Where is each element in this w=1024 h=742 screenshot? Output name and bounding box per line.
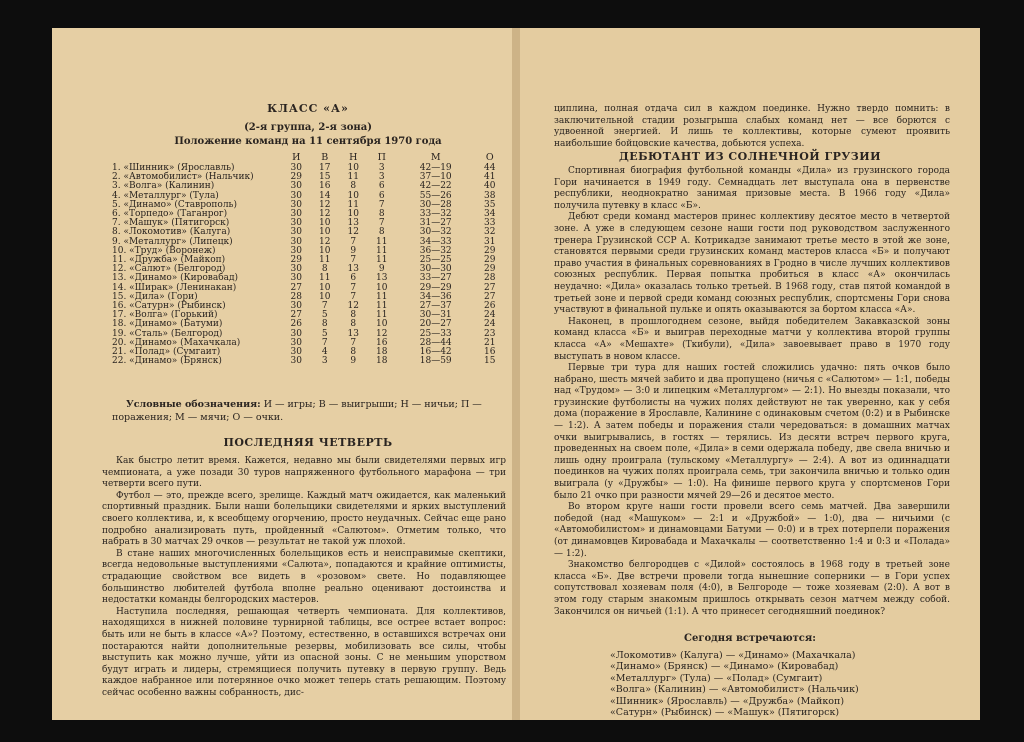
stat-o: 28 bbox=[483, 273, 496, 284]
article-left-body bbox=[102, 456, 506, 699]
stat-n: 11 bbox=[347, 199, 359, 210]
stat-v: 8 bbox=[321, 264, 328, 275]
stat-o: 31 bbox=[483, 236, 496, 247]
team-name: 16. «Сатурн» (Рыбинск) bbox=[112, 301, 226, 312]
stat-i: 29 bbox=[290, 172, 302, 183]
stat-n: 9 bbox=[350, 356, 357, 367]
stat-n: 8 bbox=[350, 181, 357, 192]
stat-i: 30 bbox=[290, 181, 302, 192]
stat-m: 37—10 bbox=[419, 172, 452, 183]
standings-table bbox=[112, 152, 504, 366]
team-name: 8. «Локомотив» (Калуга) bbox=[112, 227, 231, 238]
stat-v: 12 bbox=[319, 199, 331, 210]
schedule-item: «Динамо» (Брянск) — «Динамо» (Кировабад) bbox=[610, 661, 839, 673]
stat-i: 30 bbox=[290, 227, 302, 238]
team-name: 22. «Динамо» (Брянск) bbox=[112, 356, 222, 367]
stat-i: 29 bbox=[290, 255, 302, 266]
team-name: 5. «Динамо» (Ставрополь) bbox=[112, 199, 237, 210]
team-name: 7. «Машук» (Пятигорск) bbox=[112, 218, 230, 229]
stat-n: 9 bbox=[350, 245, 357, 256]
article-right-body bbox=[554, 166, 950, 618]
team-name: 21. «Полад» (Сумгаит) bbox=[112, 347, 221, 358]
stat-n: 8 bbox=[350, 310, 357, 321]
stat-i: 30 bbox=[290, 301, 302, 312]
continuation-text bbox=[554, 104, 950, 150]
paragraph: циплина, полная отдача сил в каждом поединке. Нужно твердо помнить: в заключительной стадии розыгрыша слабых команд нет — все борются с удвоенной энергией. И лишь те коллективы, которые сумеют проявить наибольшие бойцовские качества, добьются успеха. bbox=[554, 104, 950, 149]
group-subtitle: (2-я группа, 2-я зона) bbox=[244, 122, 372, 133]
stat-v: 15 bbox=[319, 172, 331, 183]
legend-label: Условные обозначения: bbox=[126, 399, 261, 410]
team-name: 17. «Волга» (Горький) bbox=[112, 310, 218, 321]
stat-v: 10 bbox=[319, 282, 331, 293]
stat-i: 30 bbox=[290, 163, 302, 173]
stat-p: 7 bbox=[378, 218, 385, 229]
stat-m: 55—26 bbox=[419, 190, 452, 201]
schedule-item: «Шинник» (Ярославль) — «Дружба» (Майкоп) bbox=[610, 695, 845, 707]
stat-m: 33—32 bbox=[419, 209, 452, 220]
paragraph: Знакомство белгородцев с «Дилой» состоялось в 1968 году в третьей зоне класса «Б». Две встречи провели тогда нынешние соперники — в Гори успех сопутствовал хозяевам поля (4:0), в Белгороде — тоже хозяевам (2:0). А вот в этом году старым знакомым пришлось открывать сезон матчем между собой. Закончился он ничьей (1:1). А что принесет сегодняшний поединок? bbox=[554, 560, 950, 617]
stat-i: 30 bbox=[290, 236, 302, 247]
left-page bbox=[52, 28, 512, 720]
stat-o: 40 bbox=[483, 181, 496, 192]
stat-v: 16 bbox=[319, 181, 331, 192]
stat-p: 11 bbox=[376, 291, 388, 302]
team-name: 4. «Металлург» (Тула) bbox=[112, 190, 219, 201]
stat-n: 10 bbox=[347, 163, 359, 173]
stat-m: 34—36 bbox=[419, 291, 452, 302]
stat-i: 30 bbox=[290, 337, 302, 348]
stat-i: 30 bbox=[290, 264, 302, 275]
stat-v: 3 bbox=[321, 356, 328, 367]
col-o: О bbox=[485, 152, 494, 164]
stat-p: 7 bbox=[378, 199, 385, 210]
stat-i: 27 bbox=[290, 282, 302, 293]
stat-i: 30 bbox=[290, 209, 302, 220]
team-name: 11. «Дружба» (Майкоп) bbox=[112, 255, 226, 266]
stat-m: 30—28 bbox=[419, 199, 452, 210]
stat-n: 7 bbox=[350, 282, 357, 293]
stat-v: 10 bbox=[319, 291, 331, 302]
stat-o: 24 bbox=[483, 310, 496, 321]
stat-p: 6 bbox=[378, 181, 385, 192]
stat-i: 30 bbox=[290, 218, 302, 229]
team-name: 1. «Шинник» (Ярославль) bbox=[112, 163, 235, 173]
article-title-left: ПОСЛЕДНЯЯ ЧЕТВЕРТЬ bbox=[223, 436, 393, 449]
stat-o: 24 bbox=[483, 319, 496, 330]
stat-v: 10 bbox=[319, 227, 331, 238]
stat-m: 31—27 bbox=[419, 218, 452, 229]
stat-v: 12 bbox=[319, 209, 331, 220]
stat-p: 8 bbox=[378, 209, 385, 220]
col-p: П bbox=[377, 152, 386, 164]
stat-p: 18 bbox=[376, 347, 388, 358]
stat-i: 30 bbox=[290, 190, 302, 201]
stat-o: 15 bbox=[483, 356, 496, 367]
paragraph: В стане наших многочисленных болельщиков есть и неисправимые скептики, всегда недовольные выступлениями «Салюта», попадаются и крайние оптимисты, страдающие свойством все видеть в «розовом» свете. Но подавляющее большинство любителей футбола вполне реально оценивают достоинства и недостатки команды белгородских мастеров. bbox=[102, 548, 506, 606]
stat-m: 16—42 bbox=[419, 347, 452, 358]
legend bbox=[112, 398, 504, 424]
stat-n: 8 bbox=[350, 319, 357, 330]
stat-m: 34—33 bbox=[419, 236, 452, 247]
stat-v: 7 bbox=[321, 337, 328, 348]
paragraph: Дебют среди команд мастеров принес коллективу десятое место в четвертой зоне. А уже в следующем сезоне наши гости под руководством заслуженного тренера Грузинской ССР А. Котрикадзе занимают третье место в этой же зоне, становятся первыми среди грузинских команд мастеров класса «Б» и получают право участия в финальных соревнованиях в Гродно в числе лучших коллективов союзных республик. Первая попытка пробиться в класс «А» окончилась неудачно: «Дила» оказалась только третьей. В 1968 году, став пятой командой в третьей зоне и первой среди команд союзных республик, спортсмены Гори снова участвуют в финальной пульке и опять оказываются за бортом класса «А». bbox=[554, 212, 950, 316]
stat-n: 13 bbox=[347, 328, 359, 339]
stat-o: 27 bbox=[483, 282, 496, 293]
page-gutter bbox=[512, 28, 520, 720]
right-page bbox=[520, 28, 980, 720]
stat-n: 12 bbox=[347, 301, 359, 312]
paragraph: Спортивная биография футбольной команды «Дила» из грузинского города Гори начинается в 1949 году. Семнадцать лет выступала она в первенстве республики, неоднократно занимая призовые места. В 1966 году «Дила» получила путевку в класс «Б». bbox=[554, 166, 950, 211]
schedule-item: «Сатурн» (Рыбинск) — «Машук» (Пятигорск) bbox=[610, 707, 840, 719]
stat-v: 8 bbox=[321, 319, 328, 330]
team-name: 10. «Труд» (Воронеж) bbox=[112, 245, 216, 256]
stat-o: 29 bbox=[483, 264, 496, 275]
stat-o: 26 bbox=[483, 301, 496, 312]
schedule-item: «Волга» (Калинин) — «Автомобилист» (Нальчик) bbox=[610, 684, 859, 696]
team-name: 20. «Динамо» (Махачкала) bbox=[112, 337, 241, 348]
stat-p: 11 bbox=[376, 245, 388, 256]
paragraph: Наконец, в прошлогоднем сезоне, выйдя победителем Закавказской зоны команд класса «Б» и выиграв переходные матчи у коллектива второй группы класса «А» «Мешахте» (Ткибули), «Дила» завоевывает право в 1970 году выступать в новом классе. bbox=[554, 316, 950, 362]
stat-p: 6 bbox=[378, 190, 385, 201]
team-name: 18. «Динамо» (Батуми) bbox=[112, 319, 223, 330]
stat-p: 8 bbox=[378, 227, 385, 238]
stat-n: 7 bbox=[350, 255, 357, 266]
paragraph: Футбол — это, прежде всего, зрелище. Каждый матч ожидается, как маленький спортивный праздник. Были наши болельщики свидетелями и ярких выступлений своего коллектива, и, к всеобщему огорчению, просто неудачных. Сейчас еще рано подробно анализировать путь, пройденный «Салютом». Отметим только, что набрать в 30 матчах 29 очков — результат не такой уж плохой. bbox=[102, 490, 506, 548]
stat-o: 27 bbox=[483, 291, 496, 302]
stat-n: 13 bbox=[347, 218, 359, 229]
stat-p: 18 bbox=[376, 356, 388, 367]
schedule-list bbox=[610, 650, 859, 718]
stat-n: 7 bbox=[350, 236, 357, 247]
stat-n: 10 bbox=[347, 190, 359, 201]
stat-n: 7 bbox=[350, 337, 357, 348]
stat-p: 11 bbox=[376, 301, 388, 312]
stat-p: 16 bbox=[376, 337, 388, 348]
stat-v: 4 bbox=[321, 347, 328, 358]
col-n: Н bbox=[349, 152, 358, 164]
stat-o: 16 bbox=[483, 347, 496, 358]
stat-i: 30 bbox=[290, 273, 302, 284]
stat-p: 11 bbox=[376, 310, 388, 321]
stat-o: 29 bbox=[483, 245, 496, 256]
legend-text: И — игры; В — выигрыши; Н — ничьи; П — поражения; М — мячи; О — очки. bbox=[112, 399, 482, 423]
article-title-right: ДЕБЮТАНТ ИЗ СОЛНЕЧНОЙ ГРУЗИИ bbox=[618, 150, 882, 163]
stat-o: 38 bbox=[483, 190, 496, 201]
stat-v: 11 bbox=[319, 255, 331, 266]
team-name: 19. «Сталь» (Белгород) bbox=[112, 328, 223, 339]
stat-n: 8 bbox=[350, 347, 357, 358]
stat-p: 9 bbox=[378, 264, 385, 275]
stat-o: 41 bbox=[483, 172, 496, 183]
stat-o: 44 bbox=[483, 163, 496, 173]
stat-m: 33—27 bbox=[419, 273, 452, 284]
stat-i: 30 bbox=[290, 328, 302, 339]
stat-m: 42—19 bbox=[419, 163, 452, 173]
stat-i: 30 bbox=[290, 245, 302, 256]
col-v: В bbox=[321, 152, 329, 164]
paragraph: Первые три тура для наших гостей сложились удачно: пять очков было набрано, шесть мячей забито и два пропущено (ничья с «Салютом» — 1:1, победы над «Трудом» — 3:0 и липецким «Металлургом» — 2:1). Но выезды показали, что грузинские футболисты на чужих полях действуют не так уверенно, как у себя дома (поражение в Ярославле, Калинине с одинаковым счетом (0:2) и в Рыбинске — 1:2). А затем победы и поражения стали чередоваться: в домашних матчах очки выигрывались, в гостях — терялись. Из десяти встреч первого круга, проведенных на своем поле, «Дила» в семи одержала победу, две свела вничью и лишь одну проиграла (тульскому «Металлургу» — 2:4). А вот из одиннадцати поединков на чужих полях проиграла семь, три закончила вничью и только один выиграла (у «Дружбы» — 1:0). На финише первого круга у спортсменов Гори было 21 очко при разности мячей 29—26 и десятое место. bbox=[554, 363, 950, 501]
stat-n: 7 bbox=[350, 291, 357, 302]
stat-v: 5 bbox=[321, 328, 328, 339]
stat-i: 30 bbox=[290, 356, 302, 367]
stat-p: 10 bbox=[376, 319, 388, 330]
stat-m: 18—59 bbox=[419, 356, 452, 367]
stat-m: 30—32 bbox=[419, 227, 452, 238]
stat-v: 10 bbox=[319, 245, 331, 256]
stat-o: 29 bbox=[483, 255, 496, 266]
stat-m: 27—37 bbox=[419, 301, 452, 312]
stat-n: 12 bbox=[347, 227, 359, 238]
stat-i: 30 bbox=[290, 347, 302, 358]
stat-i: 27 bbox=[290, 310, 302, 321]
col-m: М bbox=[430, 152, 441, 164]
team-name: 15. «Дила» (Гори) bbox=[112, 291, 198, 302]
stat-p: 11 bbox=[376, 255, 388, 266]
stat-m: 29—29 bbox=[419, 282, 452, 293]
team-name: 6. «Торпедо» (Таганрог) bbox=[112, 209, 228, 220]
team-name: 13. «Динамо» (Кировабад) bbox=[112, 273, 239, 284]
stat-n: 11 bbox=[347, 172, 359, 183]
stat-m: 42—22 bbox=[419, 181, 452, 192]
stat-o: 21 bbox=[483, 337, 496, 348]
team-name: 3. «Волга» (Калинин) bbox=[112, 181, 215, 192]
stat-v: 14 bbox=[319, 190, 331, 201]
stat-p: 13 bbox=[376, 273, 388, 284]
stat-m: 36—32 bbox=[419, 245, 452, 256]
paragraph: Как быстро летит время. Кажется, недавно мы были свидетелями первых игр чемпионата, а уже позади 30 туров напряженного футбольного марафона — три четверти всего пути. bbox=[102, 456, 506, 490]
stat-v: 17 bbox=[319, 163, 331, 173]
stat-o: 23 bbox=[483, 328, 496, 339]
team-name: 12. «Салют» (Белгород) bbox=[112, 264, 226, 275]
stat-m: 25—33 bbox=[419, 328, 452, 339]
stat-o: 34 bbox=[483, 209, 496, 220]
stat-p: 10 bbox=[376, 282, 388, 293]
stat-v: 11 bbox=[319, 273, 331, 284]
schedule-item: «Металлург» (Тула) — «Полад» (Сумгаит) bbox=[610, 672, 823, 684]
class-title: КЛАСС «А» bbox=[267, 102, 349, 115]
stat-n: 10 bbox=[347, 209, 359, 220]
stat-m: 25—25 bbox=[419, 255, 452, 266]
team-name: 9. «Металлург» (Липецк) bbox=[112, 236, 233, 247]
stat-i: 28 bbox=[290, 291, 302, 302]
stat-o: 35 bbox=[483, 199, 496, 210]
stat-p: 12 bbox=[376, 328, 388, 339]
stat-o: 33 bbox=[483, 218, 496, 229]
stat-p: 11 bbox=[376, 236, 388, 247]
stat-i: 26 bbox=[290, 319, 302, 330]
stat-m: 30—30 bbox=[419, 264, 452, 275]
schedule-item: «Локомотив» (Калуга) — «Динамо» (Махачкала) bbox=[610, 650, 856, 661]
stat-v: 5 bbox=[321, 310, 328, 321]
paragraph: Наступила последняя, решающая четверть чемпионата. Для коллективов, находящихся в нижней половине турнирной таблицы, все острее встает вопрос: быть или не быть в классе «А»? Поэтому, естественно, в оставшихся встречах они постараются найти дополнительные резервы, мобилизовать все силы, чтобы выступить как можно лучше, уйти из опасной зоны. С не меньшим упорством будут играть и лидеры, стремящиеся получить путевку в первую группу. Ведь каждое набранное или потерянное очко может теперь стать решающим. Поэтому сейчас особенно важны собранность, дис- bbox=[102, 606, 506, 698]
stat-m: 20—27 bbox=[419, 319, 452, 330]
team-name: 14. «Ширак» (Ленинакан) bbox=[112, 282, 237, 293]
schedule-title: Сегодня встречаются: bbox=[684, 633, 816, 644]
standings-title: Положение команд на 11 сентября 1970 года bbox=[174, 136, 442, 147]
stat-v: 7 bbox=[321, 301, 328, 312]
stat-n: 6 bbox=[350, 273, 357, 284]
stat-p: 3 bbox=[378, 163, 385, 173]
standings-row bbox=[112, 357, 504, 366]
team-name: 2. «Автомобилист» (Нальчик) bbox=[112, 172, 254, 183]
stat-v: 12 bbox=[319, 236, 331, 247]
stat-m: 28—44 bbox=[419, 337, 452, 348]
paragraph: Во втором круге наши гости провели всего семь матчей. Два завершили победой (над «Машуком» — 2:1 и «Дружбой» — 1:0), два — ничьими (с «Автомобилистом» и динамовцами Батуми — 0:0) и в трех потерпели поражения (от динамовцев Кировабада и Махачкалы — соответственно 1:4 и 0:3 и «Полада» — 1:2). bbox=[554, 502, 950, 559]
stat-p: 3 bbox=[378, 172, 385, 183]
stat-m: 30—31 bbox=[419, 310, 452, 321]
stat-v: 10 bbox=[319, 218, 331, 229]
col-i: И bbox=[292, 152, 301, 164]
stat-n: 13 bbox=[347, 264, 359, 275]
stat-i: 30 bbox=[290, 199, 302, 210]
stat-o: 32 bbox=[483, 227, 496, 238]
